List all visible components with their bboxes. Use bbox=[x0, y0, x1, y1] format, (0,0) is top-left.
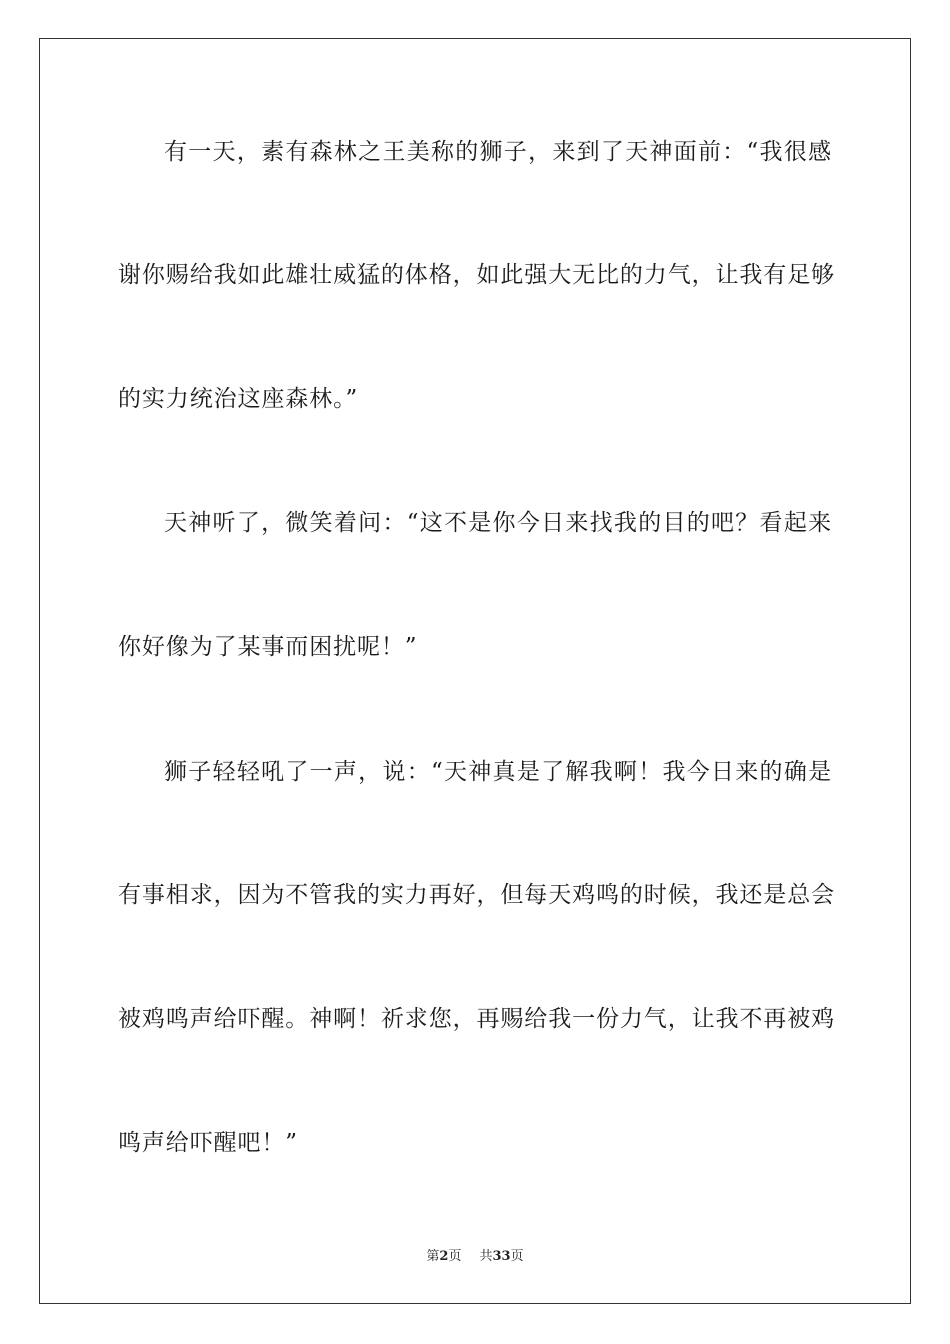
paragraph-1-line-2: 谢你赐给我如此雄壮威猛的体格，如此强大无比的力气，让我有足够 bbox=[118, 262, 835, 288]
footer-page-number: 2 bbox=[439, 1249, 449, 1264]
footer-total-suffix: 页 bbox=[510, 1249, 524, 1264]
paragraph-3-line-4: 鸣声给吓醒吧！” bbox=[118, 1130, 298, 1156]
page-footer bbox=[0, 1248, 950, 1266]
paragraph-3-line-1: 狮子轻轻吼了一声，说：“天神真是了解我啊！我今日来的确是 bbox=[164, 759, 832, 785]
footer-page-prefix: 第 bbox=[426, 1249, 440, 1264]
paragraph-2-line-1: 天神听了，微笑着问：“这不是你今日来找我的目的吧？看起来 bbox=[164, 510, 832, 536]
page-border bbox=[39, 38, 911, 1304]
paragraph-1-line-1: 有一天，素有森林之王美称的狮子，来到了天神面前：“我很感 bbox=[164, 139, 832, 165]
paragraph-3-line-3: 被鸡鸣声给吓醒。神啊！祈求您，再赐给我一份力气，让我不再被鸡 bbox=[118, 1006, 835, 1032]
paragraph-1-line-3: 的实力统治这座森林。” bbox=[118, 386, 359, 412]
paragraph-3-line-2: 有事相求，因为不管我的实力再好，但每天鸡鸣的时候，我还是总会 bbox=[118, 882, 835, 908]
paragraph-2-line-2: 你好像为了某事而困扰呢！” bbox=[118, 634, 418, 660]
footer-total-pages: 33 bbox=[492, 1249, 511, 1264]
footer-total-prefix: 共 bbox=[479, 1249, 493, 1264]
footer-page-suffix: 页 bbox=[448, 1249, 462, 1264]
